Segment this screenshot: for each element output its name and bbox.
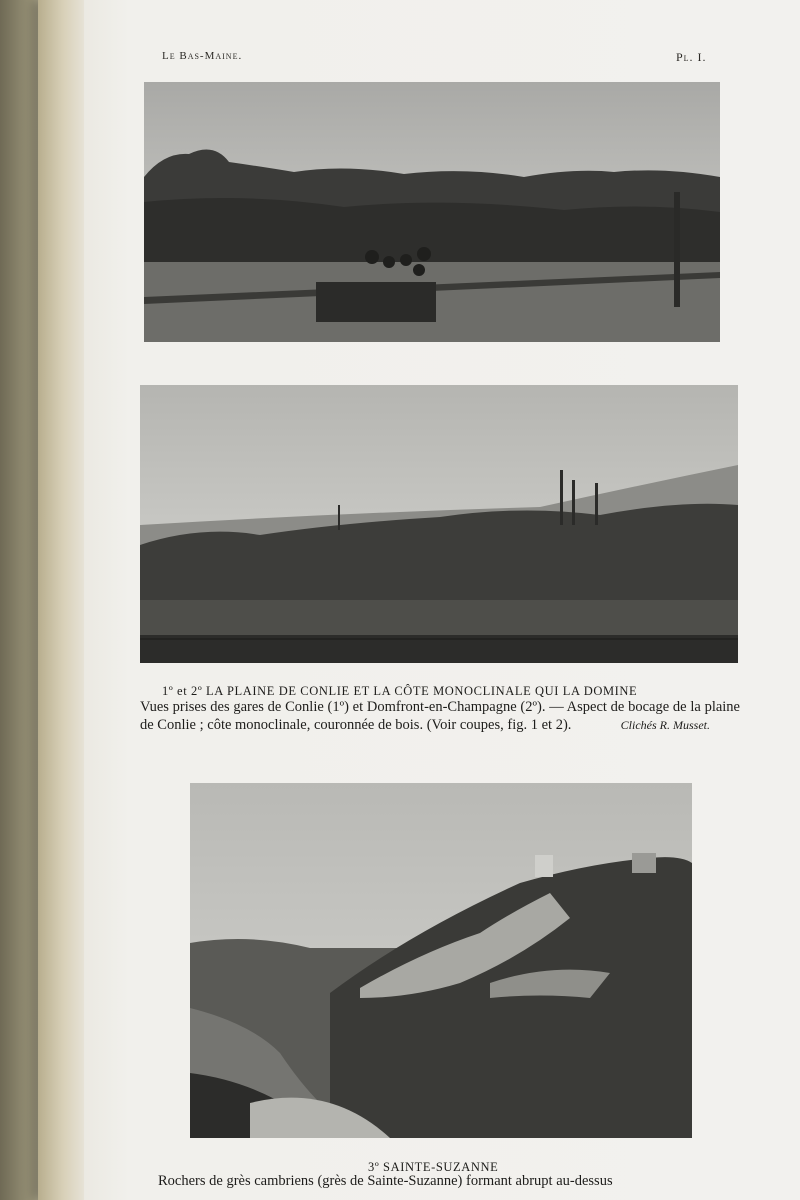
plate-number: Pl. I. [676,50,707,64]
photo-domfront-station-image [140,385,738,663]
caption1-body [140,698,740,734]
photo-conlie-station [144,82,720,342]
photo-sainte-suzanne [190,783,692,1138]
caption1-credit: Clichés R. Musset. [620,718,710,732]
photo-conlie-station-image [144,82,720,342]
page-spine-shadow [38,0,84,1200]
caption3-title: 3º SAINTE-SUZANNE [368,1160,499,1174]
photo-sainte-suzanne-image [190,783,692,1138]
caption3-body: Rochers de grès cambriens (grès de Sainte-Suzanne) formant abrupt au-dessus [158,1173,613,1189]
caption1-text: Vues prises des gares de Conlie (1º) et Domfront-en-Champagne (2º). — Aspect de bocage de la plaine de Conlie ; côte monoclinale, couronnée de bois. (Voir coupes, fig. 1 et 2). [140,699,740,733]
caption1-title: 1º et 2º LA PLAINE DE CONLIE ET LA CÔTE MONOCLINALE QUI LA DOMINE [162,684,638,698]
running-head-left: Le Bas-Maine. [162,50,243,62]
photo-domfront-station [140,385,738,663]
